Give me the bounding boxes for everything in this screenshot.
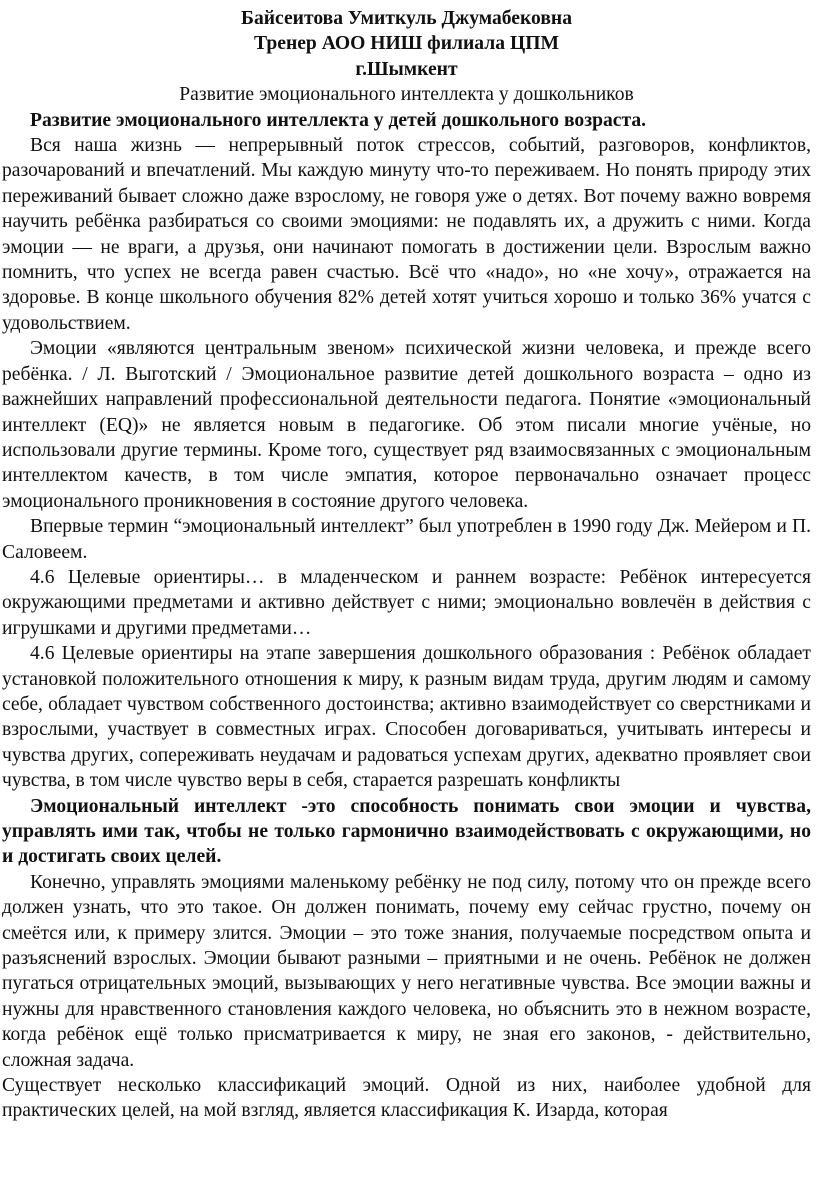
paragraph-targets-final: 4.6 Целевые ориентиры на этапе завершения дошкольного образования : Ребёнок обладает установкой положительного отношения к миру, к разным видам труда, другим людям и самому себе, обладает чувством собственного достоинства; активно взаимодействует со сверстниками и взрослыми, участвует в совместных играх. Способен договариваться, учитывать интересы и чувства других, сопереживать неудачам и радоваться успехам других, адекватно проявляет свои чувства, в том числе чувство веры в себя, старается разрешать конфликты xyxy=(2,643,811,792)
section-heading: Развитие эмоционального интеллекта у детей дошкольного возраста. xyxy=(30,109,647,131)
author-position: Тренер АОО НИШ филиала ЦПМ xyxy=(254,33,559,55)
paragraph-definition: Эмоциональный интеллект -это способность понимать свои эмоции и чувства, управлять ими так, чтобы не только гармонично взаимодействовать с окружающими, но и достигать своих целей. xyxy=(2,795,811,868)
paragraph-vygotsky: Эмоции «являются центральным звеном» психической жизни человека, и прежде всего ребёнка. / Л. Выготский / Эмоциональное развитие детей дошкольного возраста – одно из важнейших направлений профессиональной деятельности педагога. Понятие «эмоциональный интеллект (EQ)» не является новым в педагогике. Об этом писали многие учёные, но использовали другие термины. Кроме того, существует ряд взаимосвязанных с эмоциональным интеллектом качеств, в том числе эмпатия, которое первоначально означает процесс эмоционального проникновения в состояние другого человека. xyxy=(2,338,811,512)
paragraph-classification: Существует несколько классификаций эмоций. Одной из них, наиболее удобной для практических целей, на мой взгляд, является классификация К. Изарда, которая xyxy=(2,1075,811,1122)
paragraph-intro: Вся наша жизнь — непрерывный поток стрессов, событий, разговоров, конфликтов, разочарований и впечатлений. Мы каждую минуту что-то переживаем. Но понять природу этих переживаний бывает сложно даже взрослому, не говоря уже о детях. Вот почему важно вовремя научить ребёнка разбираться со своими эмоциями: не подавлять их, а дружить с ними. Когда эмоции — не враги, а друзья, они начинают помогать в достижении цели. Взрослым важно помнить, что успех не всегда равен счастью. Всё что «надо», но «не хочу», отражается на здоровье. В конце школьного обучения 82% детей хотят учиться хорошо и только 36% учатся с удовольствием. xyxy=(2,135,811,334)
author-city: г.Шымкент xyxy=(355,58,458,80)
paragraph-term-origin: Впервые термин “эмоциональный интеллект” был употреблен в 1990 году Дж. Мейером и П. Саловеем. xyxy=(2,516,811,563)
paragraph-targets-early: 4.6 Целевые ориентиры… в младенческом и раннем возрасте: Ребёнок интересуется окружающими предметами и активно действует с ними; эмоционально вовлечён в действия с игрушками и другими предметами… xyxy=(2,566,811,639)
author-name: Байсеитова Умиткуль Джумабековна xyxy=(241,8,572,29)
paragraph-managing-emotions: Конечно, управлять эмоциями маленькому ребёнку не под силу, потому что он прежде всего должен узнать, что это такое. Он должен понимать, почему ему сейчас грустно, почему он смеётся или, к примеру злится. Эмоции – это тоже знания, получаемые посредством опыта и разъяснений взрослых. Эмоции бывают разными – приятными и не очень. Ребёнок не должен пугаться отрицательных эмоций, вызывающих у него негативные чувства. Все эмоции важны и нужны для нравственного становления каждого человека, но объяснить это в нежном возрасте, когда ребёнок ещё только присматривается к миру, не зная его законов, - действительно, сложная задача. xyxy=(2,871,811,1071)
document-topic: Развитие эмоционального интеллекта у дошкольников xyxy=(179,84,634,106)
